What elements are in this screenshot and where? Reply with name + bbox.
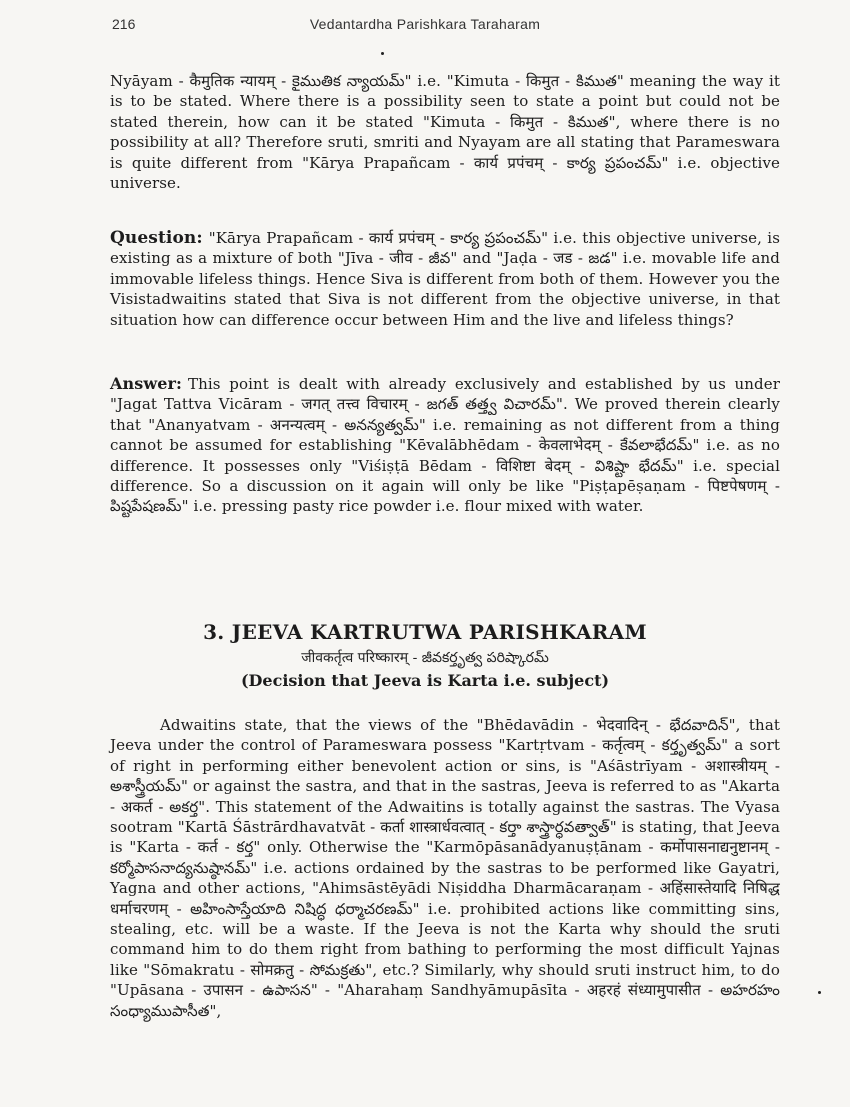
paragraph-nyayam — [110, 71, 780, 193]
section-heading: 3. JEEVA KARTRUTWA PARISHKARAM — [203, 620, 647, 644]
page-number: 216 — [112, 16, 136, 32]
running-title: Vedantardha Parishkara Taraharam — [309, 16, 541, 32]
answer-label: Answer: — [110, 374, 183, 393]
question-label: Question: — [110, 228, 203, 248]
running-head — [0, 16, 850, 38]
paragraph-adwaitins — [110, 715, 780, 1021]
section-subtitle: (Decision that Jeeva is Karta i.e. subject) — [240, 671, 610, 690]
ink-speck — [818, 991, 821, 994]
question-paragraph — [110, 228, 780, 330]
answer-text: This point is dealt with already exclusively and established by us under "Jagat Tattva Vicāram - जगत् तत्त्व विचारम् - జగత్ తత్త్వ విచారమ్". We proved therein clearly that "Ananyatvam - अनन्यत्वम् - అనన్యత్వమ్" i.e. remaining as not different from a thing cannot be assumed for establishing "Kēvalābhēdam - केवलाभेदम् - కేవలాభేదమ్" i.e. as no difference. It possesses only "Viśiṣṭā Bēdam - विशिष्टा बेदम् - విశిష్టా భేదమ్" i.e. special difference. So a discussion on it again will only be like "Piṣṭapēṣaṇam - पिष्टपेषणम् - పిష్టపేషణమ్" i.e. pressing pasty rice powder i.e. flour mixed with water. — [110, 375, 780, 516]
answer-paragraph — [110, 374, 780, 517]
paragraph-text: Nyāyam - कैमुतिक न्यायम् - కైముతిక న్యాయమ్" i.e. "Kimuta - किमुत - కిముత" meaning the way it is to be stated. Where there is a possibility seen to state a point but could not be stated therein, how can it be stated "Kimuta - किमुत - కిముత", where there is no possibility at all? Therefore sruti, smriti and Nyayam are all stating that Parameswara is quite different from "Kārya Prapañcam - कार्य प्रपंचम् - కార్య ప్రపంచమ్" i.e. objective universe. — [110, 72, 780, 193]
question-text: "Kārya Prapañcam - कार्य प्रपंचम् - కార్య ప్రపంచమ్" i.e. this objective universe, is existing as a mixture of both "Jīva - जीव - జీవ" and "Jaḍa - जड - జడ" i.e. movable life and immovable lifeless things. Hence Siva is different from both of them. However you the Visistadwaitins stated that Siva is not different from the objective universe, in that situation how can difference occur between Him and the live and lifeless things? — [110, 229, 780, 329]
section-subheading: जीवकर्तृत्व परिष्कारम् - జీవకర్తృత్వ పరిష్కారమ్ — [301, 650, 549, 666]
ink-speck — [381, 52, 384, 55]
paragraph-text: Adwaitins state, that the views of the "Bhēdavādin - भेदवादिन् - భేదవాదిన్", that Jeeva under the control of Parameswara possess "Kartṛtvam - कर्तृत्वम् - కర్తృత్వమ్" a sort of right in performing either benevolent action or sins, is "Aśāstrīyam - अशास्त्रीयम् - అశాస్త్రీయమ్" or against the sastra, and that in the sastras, Jeeva is referred to as "Akarta - अकर्त - అకర్త". This statement of the Adwaitins is totally against the sastras. The Vyasa sootram "Kartā Śāstrārdhavatvāt - कर्ता शास्त्रार्धवत्वात् - కర్తా శాస్త్రార్ధవత్వాత్" is stating, that Jeeva is "Karta - कर्त - కర్త" only. Otherwise the "Karmōpāsanādyanuṣṭānam - कर्मोपासनाद्यनुष्टानम् - కర్మోపాసనాద్యనుష్ఠానమ్" i.e. actions ordained by the sastras to be performed like Gayatri, Yagna and other actions, "Ahimsāstēyādi Niṣiddha Dharmācaraṇam - अहिंसास्तेयादि निषिद्ध धर्माचरणम् - అహింసాస్తేయాది నిషిద్ధ ధర్మాచరణమ్" i.e. prohibited actions like committing sins, stealing, etc. will be a waste. If the Jeeva is not the Karta why should the sruti command him to do them right from bathing to performing the most difficult Yajnas like "Sōmakratu - सोमक्रतु - సోమక్రతు", etc.? Similarly, why should sruti instruct him, to do "Upāsana - उपासन - ఉపాసన" - "Aharahaṃ Sandhyāmupāsīta - अहरहं संध्यामुपासीत - అహరహం సంధ్యాముపాసీత", — [110, 716, 780, 1020]
